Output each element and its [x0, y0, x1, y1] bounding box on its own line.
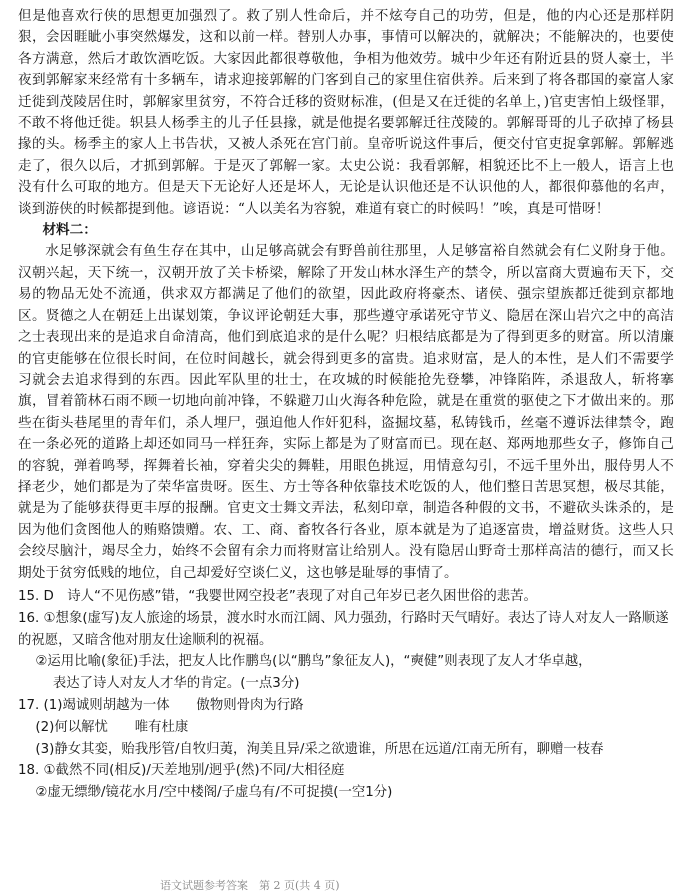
answer-16-point-1: 16. ①想象(虚写)友人旅途的场景，渡水时水而江阔、风力强劲，行路时天气晴好。表达了诗人对友人一路顺遂的祝愿，又暗含他对朋友仕途顺利的祝福。	[18, 610, 669, 648]
passage-two: 水足够深就会有鱼生存在其中，山足够高就会有野兽前往那里，人足够富裕自然就会有仁义附身于他。汉朝兴起，天下统一，汉朝开放了关卡桥梁，解除了开发山林水泽生产的禁令，所以富商大贾遍布天下，交易的物品无处不流通，供求双方都满足了他们的欲望，因此政府将豪杰、诸侯、强宗望族都迁徙到京都地区。贤德之人在朝廷上出谋划策，争议评论朝廷大事，那些遵守承诺死守节义、隐居在深山岩穴之中的高洁之士表现出来的是追求自命清高，他们到底追求的是什么呢？归根结底都是为了得到更多的财富。所以清廉的官吏能够在位很长时间，在位时间越长，就会得到更多的富贵。追求财富，是人的本性，是人们不需要学习就会去追求得到的东西。因此军队里的壮士，在攻城的时候能抢先登攀，冲锋陷阵，杀退敌人，斩将搴旗，冒着箭林石雨不顾一切地向前冲锋，不躲避刀山火海各种危险，就是在重赏的驱使之下才做出来的。那些在街头巷尾里的青年们，杀人埋尸，强迫他人作奸犯科，盗掘坟墓，私铸钱币，丝毫不遵诉法律禁令，跑在一条必死的道路上却还如同马一样狂奔，实际上都是为了财富而已。现在赵、郑两地那些女子，修饰自己的容貌，弹着鸣琴，挥舞着长袖，穿着尖尖的舞鞋，用眼色挑逗，用情意勾引，不远千里外出，服侍男人不择老少，她们都是为了荣华富贵呀。医生、方士等各种依靠技术吃饭的人，他们整日苦思冥想，极尽其能，就是为了能够获得更丰厚的报酬。官吏文士舞文弄法，私刻印章，制造各种假的文书，不避砍头诛杀的，是因为他们贪图他人的贿赂馈赠。农、工、商、畜牧各行各业，原本就是为了追逐富贵，增益财货。这些人只会绞尽脑汁，竭尽全力，始终不会留有余力而将财富让给别人。没有隐居山野奇士那样高洁的德行，而又长期处于贫穷低贱的地位，自己却爱好空谈仁义，这也够是耻辱的事情了。	[18, 243, 674, 581]
answer-17-part-1: 17. (1)竭诚则胡越为一体 傲物则骨肉为行路	[18, 697, 304, 713]
answer-18-point-1: 18. ①截然不同(相反)/天差地别/迥乎(然)不同/大相径庭	[18, 763, 345, 779]
section-heading-material-two: 材料二：	[42, 222, 97, 239]
answer-section	[18, 586, 674, 804]
passage-one: 但是他喜欢行侠的思想更加强烈了。救了别人性命后，并不炫夸自己的功劳，但是，他的内心还是那样阴狠，会因睚眦小事突然爆发，这和以前一样。替别人办事，事情可以解决的，就解决；不能解决的，也要使各方满意，然后才敢饮酒吃饭。大家因此都很尊敬他，争相为他效劳。城中少年还有附近县的贤人豪士，半夜到郭解家来经常有十多辆车，请求迎接郭解的门客到自己的家里住宿供养。后来到了将各郡国的豪富人家迁徙到茂陵居住时，郭解家里贫穷，不符合迁移的资财标准，(但是又在迁徙的名单上，)官吏害怕上级怪罪，不敢不将他迁徙。轵县人杨季主的儿子任县掾，就是他提名要郭解迁往茂陵的。郭解哥哥的儿子砍掉了杨县掾的头。杨季主的家人上书告状，又被人杀死在宫门前。皇帝听说这件事后，便交付官吏捉拿郭解。郭解逃走了，很久以后，才抓到郭解。于是灭了郭解一家。太史公说：我看郭解，相貌还比不上一般人，语言上也没有什么可取的地方。但是天下无论好人还是坏人，无论是认识他还是不认识他的人，都很仰慕他的名声，谈到游侠的时候都提到他。谚语说：“人以美名为容貌，难道有衰亡的时候吗！”唉，真是可惜呀！	[18, 8, 674, 217]
answer-16-point-2: ②运用比喻(象征)手法，把友人比作鹏鸟(以“鹏鸟”象征友人)，“奭健”则表现了友人才华卓越，	[35, 654, 592, 670]
answer-16-point-2-continued: 表达了诗人对友人才华的肯定。(一点3分)	[52, 676, 300, 692]
answer-18-point-2: ②虚无缥缈/镜花水月/空中楼阁/子虚乌有/不可捉摸(一空1分)	[35, 785, 393, 801]
answer-15: 15. D 诗人“不见伤感”错，“我婴世网空投老”表现了对自己年岁已老久困世俗的悲苦。	[18, 588, 537, 604]
answer-17-part-3: (3)静女其娈，贻我彤管/自牧归荑，洵美且异/采之欲遗谁，所思在远道/江南无所有，聊赠一枝春	[35, 741, 604, 757]
answer-17-part-2: (2)何以解忧 唯有杜康	[35, 719, 189, 735]
page-footer: 语文试题参考答案 第 2 页(共 4 页)	[160, 879, 340, 892]
